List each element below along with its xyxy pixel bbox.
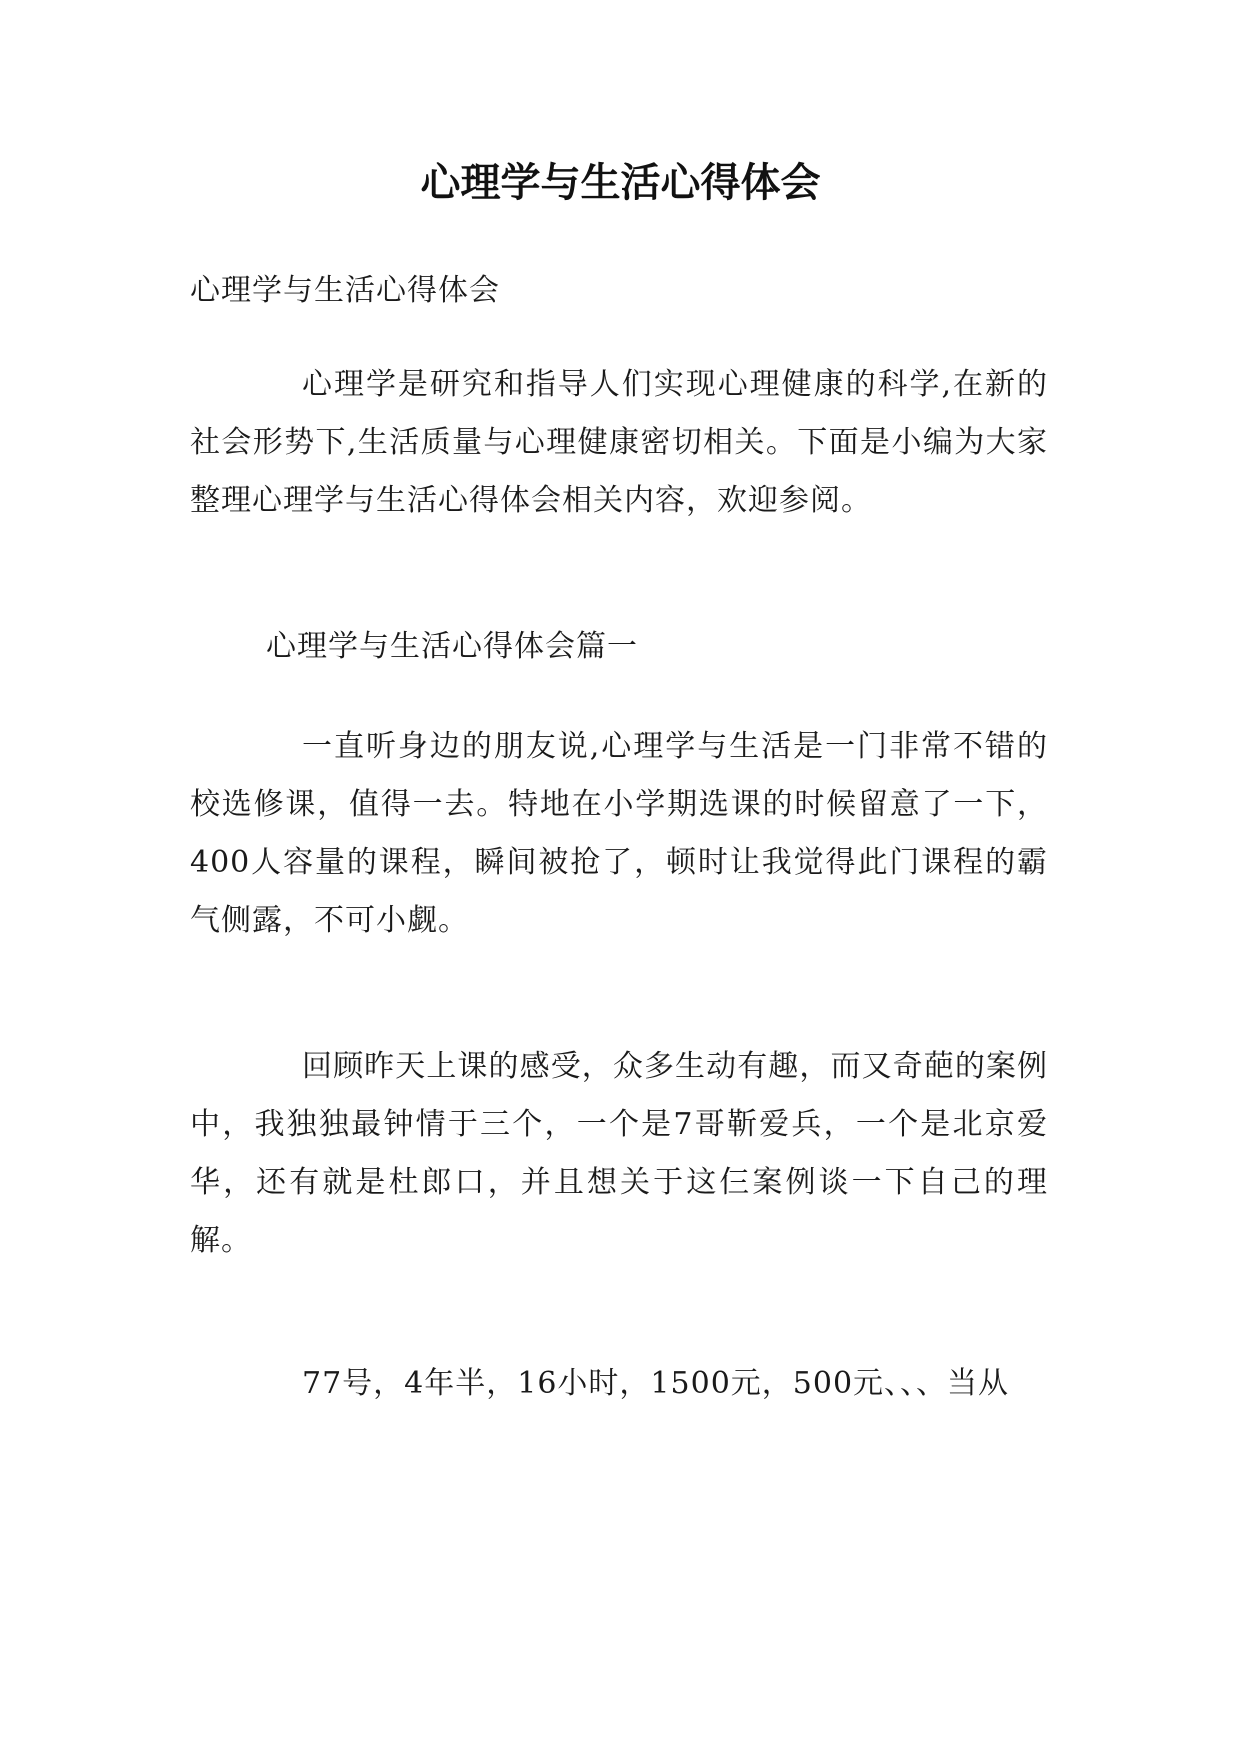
body-paragraph-2: 回顾昨天上课的感受，众多生动有趣，而又奇葩的案例中，我独独最钟情于三个，一个是7哥靳爱兵，一个是北京爱华，还有就是杜郎口，并且想关于这仨案例谈一下自己的理解。 bbox=[190, 1049, 1048, 1258]
document-subtitle: 心理学与生活心得体会 bbox=[190, 273, 500, 308]
section-heading: 心理学与生活心得体会篇一 bbox=[266, 629, 638, 664]
body-paragraph-3: 77号，4年半，16小时，1500元，500元、、、当从 bbox=[302, 1366, 1010, 1401]
body-paragraph-1: 一直听身边的朋友说,心理学与生活是一门非常不错的校选修课，值得一去。特地在小学期选课的时候留意了一下，400人容量的课程，瞬间被抢了，顿时让我觉得此门课程的霸气侧露，不可小觑。 bbox=[190, 729, 1048, 938]
document-title: 心理学与生活心得体会 bbox=[420, 160, 821, 206]
intro-paragraph: 心理学是研究和指导人们实现心理健康的科学,在新的社会形势下,生活质量与心理健康密切相关。下面是小编为大家整理心理学与生活心得体会相关内容，欢迎参阅。 bbox=[190, 367, 1048, 518]
